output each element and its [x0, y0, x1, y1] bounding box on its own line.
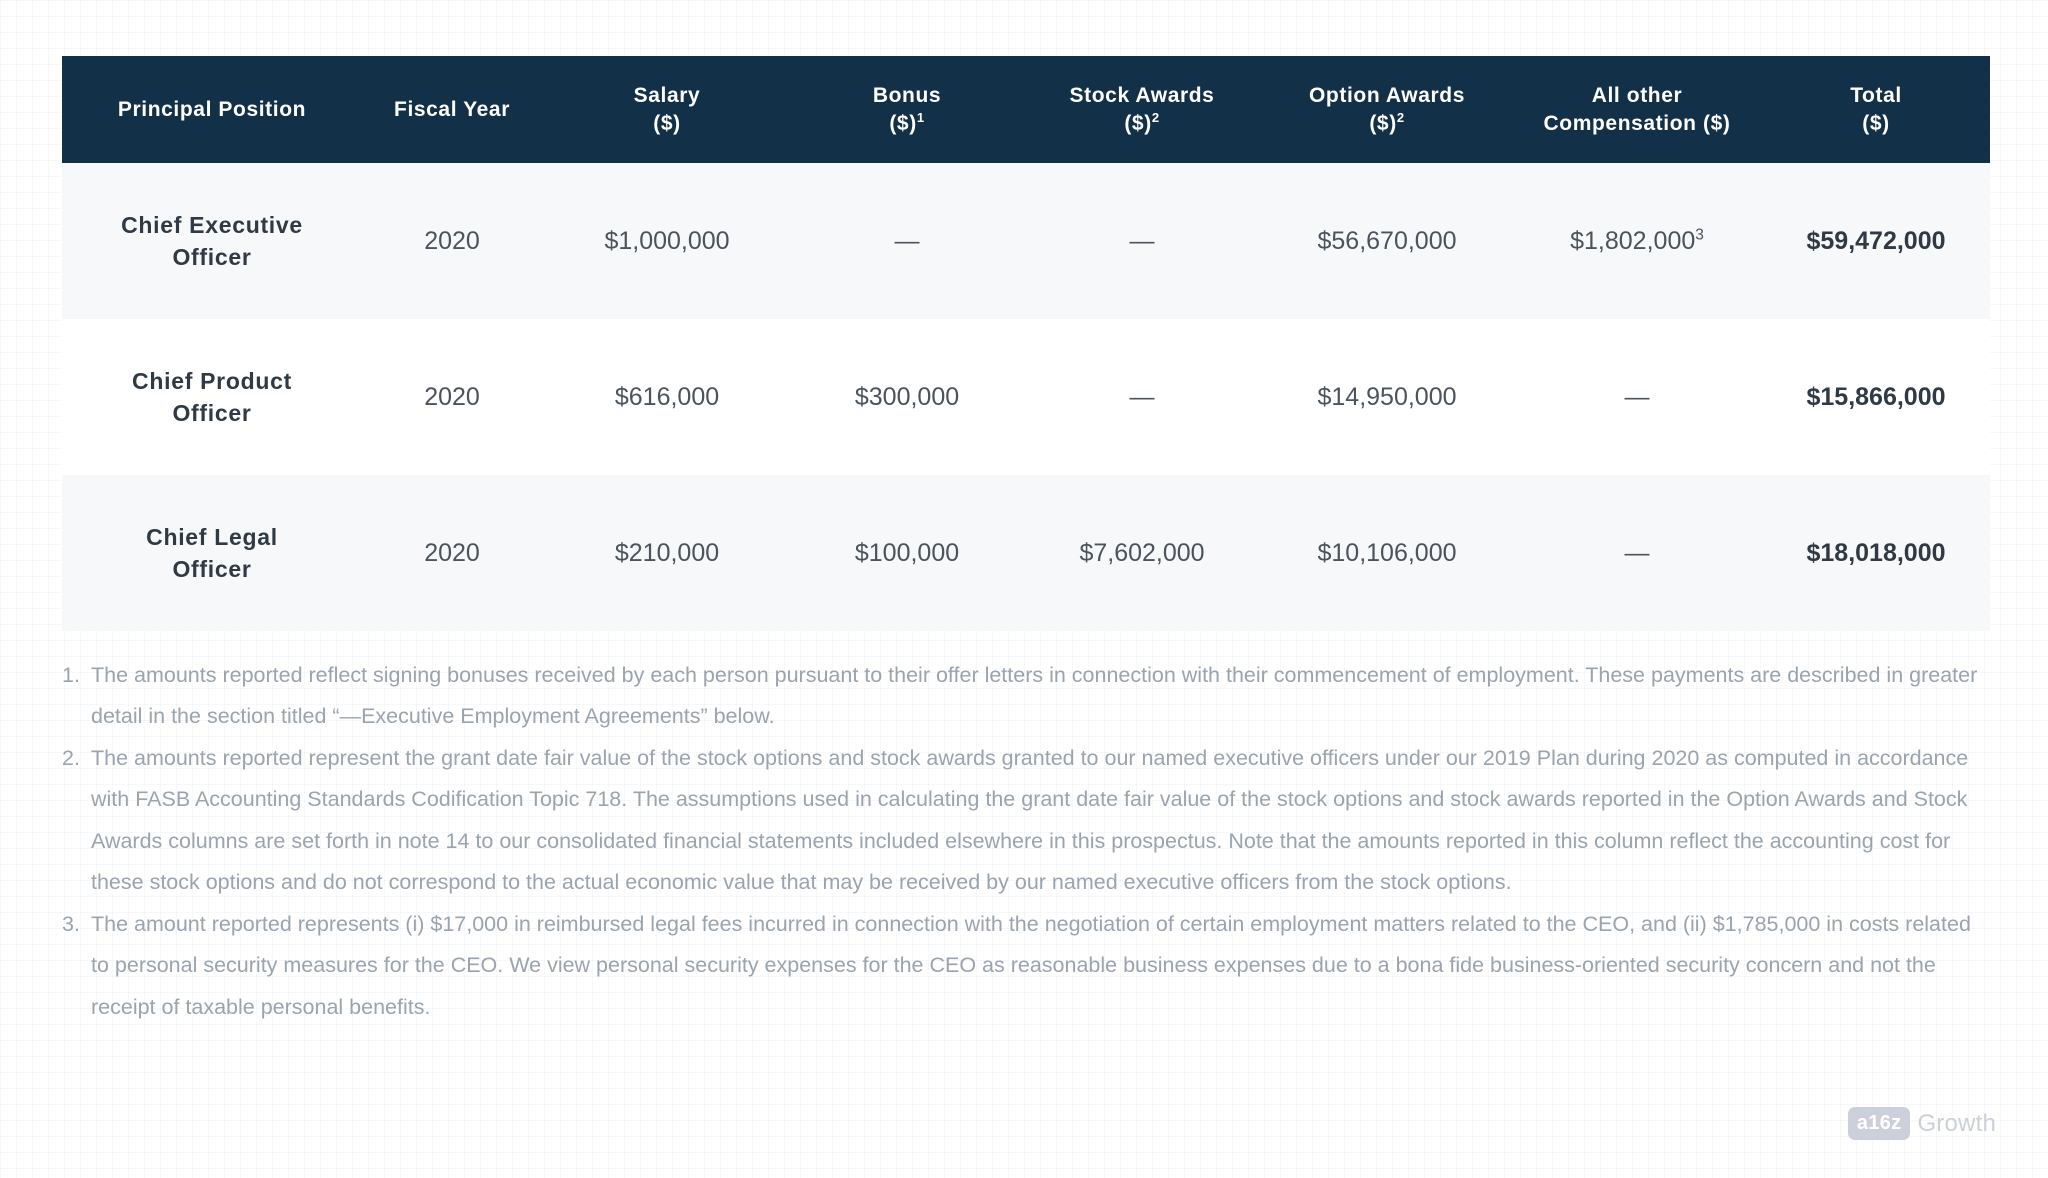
a16z-logo-wordmark: Growth	[1917, 1109, 1996, 1137]
column-header-option-awards	[1262, 56, 1512, 163]
column-header-bonus-unit: ($)	[889, 111, 917, 135]
cell-stock-awards: —	[1129, 226, 1155, 255]
column-header-total	[1762, 56, 1990, 163]
footnote-item-1: The amounts reported reflect signing bonuses received by each person pursuant to their offer letters in connection with their commencement of employment. These payments are described in greater detail in the section titled “—Executive Employment Agreements” below.	[91, 663, 1978, 729]
column-header-principal-position-line1: Principal Position	[117, 97, 307, 121]
a16z-growth-logo	[1848, 1107, 1996, 1140]
cell-all-other-compensation	[1512, 319, 1762, 475]
cell-principal-position-line1: Chief Executive	[121, 212, 303, 239]
cell-fiscal-year: 2020	[424, 382, 480, 411]
cell-principal-position	[62, 319, 362, 475]
cell-principal-position-line2: Officer	[172, 400, 252, 427]
footnote-item-2: The amounts reported represent the grant date fair value of the stock options and stock awards granted to our named executive officers under our 2019 Plan during 2020 as computed in accordance with FASB Accounting Standards Codification Topic 718. The assumptions used in calculating the grant date fair value of the stock options and stock awards reported in the Option Awards and Stock Awards columns are set forth in note 14 to our consolidated financial statements included elsewhere in this prospectus. Note that the amounts reported in this column reflect the accounting cost for these stock options and do not correspond to the actual economic value that may be received by our named executive officers from the stock options.	[91, 745, 1969, 895]
column-header-stock-awards-line2	[1028, 110, 1256, 138]
table-row	[62, 475, 1990, 631]
cell-option-awards: $10,106,000	[1317, 538, 1457, 567]
column-header-stock-awards-unit: ($)	[1124, 111, 1152, 135]
column-header-salary-line2	[548, 110, 786, 138]
cell-total: $18,018,000	[1806, 538, 1946, 567]
cell-principal-position-line1: Chief Product	[132, 368, 292, 395]
column-header-stock-awards-footnote-marker: 2	[1151, 109, 1160, 125]
column-header-salary	[542, 56, 792, 163]
cell-bonus: $300,000	[854, 382, 960, 411]
cell-all-other-compensation	[1512, 163, 1762, 319]
cell-principal-position	[62, 163, 362, 319]
cell-option-awards: $56,670,000	[1317, 226, 1457, 255]
column-header-bonus-line1: Bonus	[872, 84, 942, 107]
column-header-total-line1: Total	[1850, 84, 1902, 107]
cell-stock-awards: —	[1129, 382, 1155, 411]
cell-principal-position-line1: Chief Legal	[146, 524, 278, 551]
cell-salary: $616,000	[614, 382, 720, 411]
footnote-item-3: The amount reported represents (i) $17,000 in reimbursed legal fees incurred in connection with the negotiation of certain employment matters related to the CEO, and (ii) $1,785,000 in costs related to personal security measures for the CEO. We view personal security expenses for the CEO as reasonable business expenses due to a bona fide business-oriented security concern and not the receipt of taxable personal benefits.	[91, 911, 1971, 1019]
table-header-row	[62, 56, 1990, 163]
column-header-bonus-line2	[798, 110, 1016, 138]
column-header-principal-position	[62, 56, 362, 163]
cell-principal-position-line2: Officer	[172, 244, 252, 271]
cell-fiscal-year: 2020	[424, 226, 480, 255]
column-header-total-line2	[1768, 110, 1984, 138]
column-header-option-awards-footnote-marker: 2	[1396, 109, 1405, 125]
column-header-stock-awards	[1022, 56, 1262, 163]
column-header-bonus-footnote-marker: 1	[916, 109, 925, 125]
column-header-fiscal-year	[362, 56, 542, 163]
footnote-list	[62, 655, 1992, 1028]
table-row	[62, 163, 1990, 319]
cell-bonus: $100,000	[854, 538, 960, 567]
column-header-total-unit: ($)	[1862, 111, 1890, 135]
table-body	[62, 163, 1990, 631]
cell-option-awards: $14,950,000	[1317, 382, 1457, 411]
cell-total: $59,472,000	[1806, 226, 1946, 255]
column-header-salary-unit: ($)	[653, 111, 681, 135]
table-row	[62, 319, 1990, 475]
column-header-all-other-compensation-line2: Compensation ($)	[1543, 111, 1731, 135]
cell-all-other-compensation-value: —	[1624, 382, 1650, 411]
cell-all-other-compensation-footnote-marker: 3	[1695, 226, 1704, 244]
column-header-all-other-compensation	[1512, 56, 1762, 163]
a16z-logo-badge: a16z	[1848, 1107, 1911, 1140]
cell-stock-awards: $7,602,000	[1079, 538, 1205, 567]
column-header-option-awards-line1: Option Awards	[1309, 84, 1465, 107]
cell-all-other-compensation	[1512, 475, 1762, 631]
cell-all-other-compensation-value: —	[1624, 538, 1650, 567]
cell-fiscal-year: 2020	[424, 538, 480, 567]
footnotes-section	[62, 655, 1992, 1028]
cell-total: $15,866,000	[1806, 382, 1946, 411]
compensation-table-container	[62, 56, 1990, 631]
cell-principal-position-line2: Officer	[172, 556, 252, 583]
cell-salary: $1,000,000	[604, 226, 730, 255]
cell-salary: $210,000	[614, 538, 720, 567]
summary-compensation-table	[62, 56, 1990, 631]
column-header-bonus	[792, 56, 1022, 163]
column-header-option-awards-line2	[1268, 110, 1506, 138]
cell-bonus: —	[894, 226, 920, 255]
column-header-salary-line1: Salary	[633, 84, 701, 107]
column-header-stock-awards-line1: Stock Awards	[1069, 84, 1215, 107]
cell-principal-position	[62, 475, 362, 631]
table-header	[62, 56, 1990, 163]
column-header-all-other-compensation-line1: All other	[1591, 84, 1683, 107]
cell-all-other-compensation-value: $1,802,000	[1570, 226, 1696, 255]
column-header-fiscal-year-line1: Fiscal Year	[394, 97, 510, 121]
column-header-option-awards-unit: ($)	[1369, 111, 1397, 135]
